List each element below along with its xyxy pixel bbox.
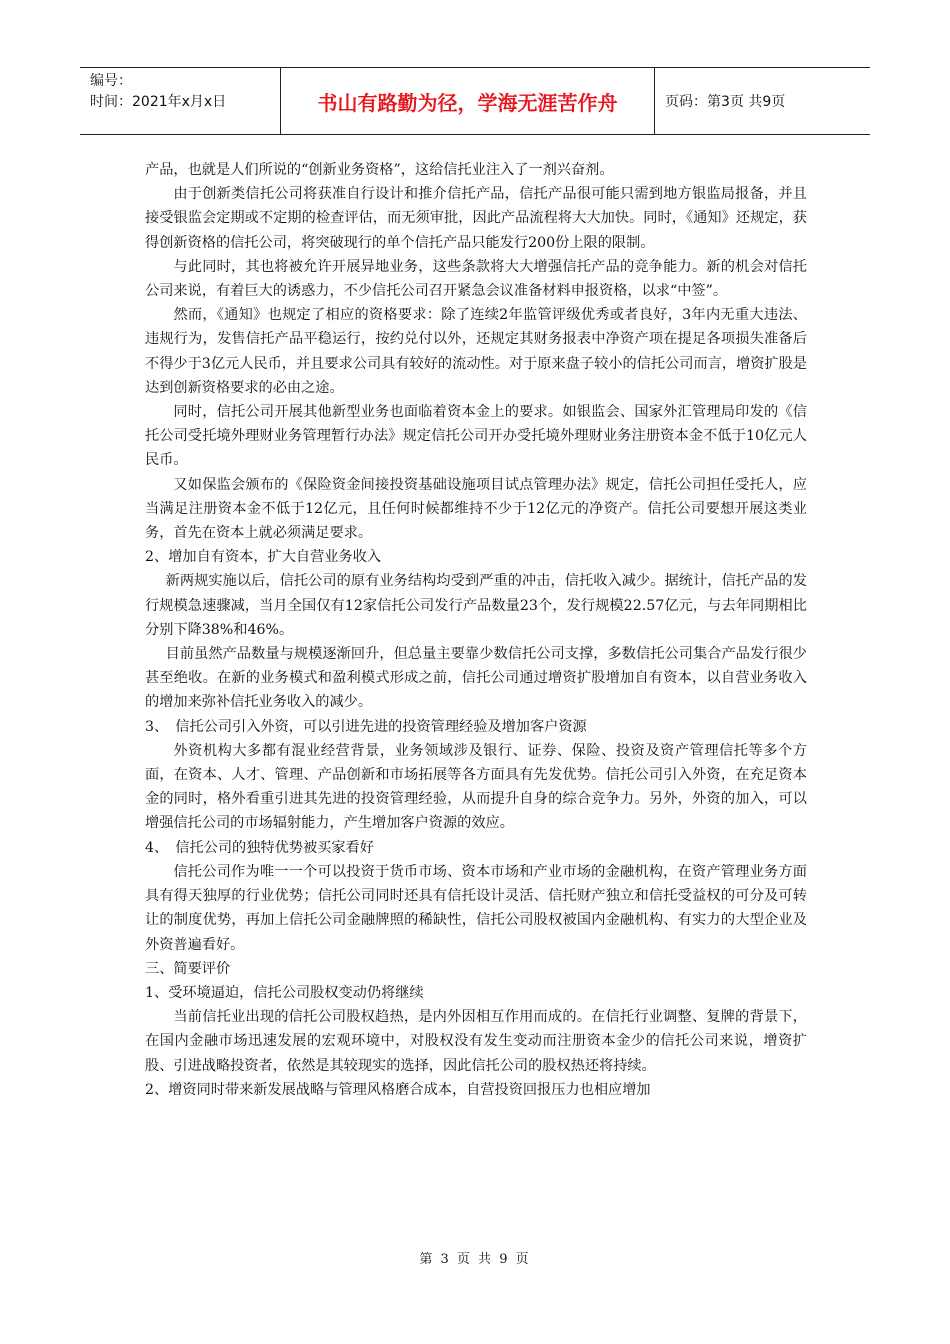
document-date-label: 时间：2021年x月x日 xyxy=(90,94,227,110)
paragraph: 信托公司作为唯一一个可以投资于货币市场、资本市场和产业市场的金融机构，在资产管理业务方面具有得天独厚的行业优势；信托公司同时还具有信托设计灵活、信托财产独立和信托受益权的可分及可转让的制度优势，再加上信托公司金融牌照的稀缺性，信托公司股权被国内金融机构、有实力的大型企业及外资普遍看好。 xyxy=(145,863,807,953)
paragraph: 当前信托业出现的信托公司股权趋热，是内外因相互作用而成的。在信托行业调整、复牌的背景下，在国内金融市场迅速发展的宏观环境中，对股权没有发生变动而注册资本金少的信托公司来说，增资扩股、引进战略投资者，依然是其较现实的选择，因此信托公司的股权热还将持续。 xyxy=(145,1009,807,1074)
paragraph: 又如保监会颁布的《保险资金间接投资基础设施项目试点管理办法》规定，信托公司担任受托人，应当满足注册资本金不低于12亿元，且任何时候都维持不少于12亿元的净资产。信托公司要想开展这类业务，首先在资本上就必须满足要求。 xyxy=(145,476,807,542)
paragraph: 2、增资同时带来新发展战略与管理风格磨合成本，自营投资回报压力也相应增加 xyxy=(145,1081,651,1098)
paragraph: 由于创新类信托公司将获准自行设计和推介信托产品，信托产品很可能只需到地方银监局报备，并且接受银监会定期或不定期的检查评估，而无须审批，因此产品流程将大大加快。同时，《通知》还规定，获得创新资格的信托公司，将突破现行的单个信托产品只能发行200份上限的限制。 xyxy=(145,186,807,251)
document-number-label: 编号： xyxy=(90,73,132,89)
paragraph: 产品，也就是人们所说的“创新业务资格”，这给信托业注入了一剂兴奋剂。 xyxy=(145,162,614,178)
paragraph: 4、 信托公司的独特优势被买家看好 xyxy=(145,839,374,856)
page-header xyxy=(80,67,870,135)
paragraph: 3、 信托公司引入外资，可以引进先进的投资管理经验及增加客户资源 xyxy=(145,718,587,735)
paragraph: 1、受环境逼迫，信托公司股权变动仍将继续 xyxy=(145,984,424,1001)
paragraph: 新两规实施以后，信托公司的原有业务结构均受到严重的冲击，信托收入减少。据统计，信托产品的发行规模急速骤减，当月全国仅有12家信托公司发行产品数量23个，发行规模22.57亿元，与去年同期相比分别下降38%和46%。 xyxy=(145,573,807,638)
page-footer: 第 3 页 共 9 页 xyxy=(419,1252,531,1267)
paragraph: 2、增加自有资本，扩大自营业务收入 xyxy=(145,549,382,566)
header-meta xyxy=(80,68,280,134)
document-body xyxy=(145,158,807,1102)
paragraph: 与此同时，其也将被允许开展异地业务，这些条款将大大增强信托产品的竞争能力。新的机会对信托公司来说，有着巨大的诱惑力，不少信托公司召开紧急会议准备材料申报资格，以求“中签”。 xyxy=(145,258,807,300)
paragraph: 三、简要评价 xyxy=(145,960,231,977)
header-page-info: 页码：第3页 共9页 xyxy=(665,94,786,110)
header-motto: 书山有路勤为径，学海无涯苦作舟 xyxy=(280,68,655,134)
paragraph: 同时，信托公司开展其他新型业务也面临着资本金上的要求。如银监会、国家外汇管理局印发的《信托公司受托境外理财业务管理暂行办法》规定信托公司开办受托境外理财业务注册资本金不低于10亿元人民币。 xyxy=(145,404,807,469)
paragraph: 外资机构大多都有混业经营背景，业务领域涉及银行、证券、保险、投资及资产管理信托等多个方面，在资本、人才、管理、产品创新和市场拓展等各方面具有先发优势。信托公司引入外资，在充足资本金的同时，格外看重引进其先进的投资管理经验，从而提升自身的综合竞争力。另外，外资的加入，可以增强信托公司的市场辐射能力，产生增加客户资源的效应。 xyxy=(145,742,807,832)
paragraph: 目前虽然产品数量与规模逐渐回升，但总量主要靠少数信托公司支撑，多数信托公司集合产品发行很少甚至绝收。在新的业务模式和盈利模式形成之前，信托公司通过增资扩股增加自有资本，以自营业务收入的增加来弥补信托业务收入的减少。 xyxy=(145,646,807,711)
paragraph: 然而，《通知》也规定了相应的资格要求：除了连续2年监管评级优秀或者良好，3年内无重大违法、违规行为，发售信托产品平稳运行，按约兑付以外，还规定其财务报表中净资产项在提足各项损失准备后不得少于3亿元人民币，并且要求公司具有较好的流动性。对于原来盘子较小的信托公司而言，增资扩股是达到创新资格要求的必由之途。 xyxy=(145,307,807,396)
